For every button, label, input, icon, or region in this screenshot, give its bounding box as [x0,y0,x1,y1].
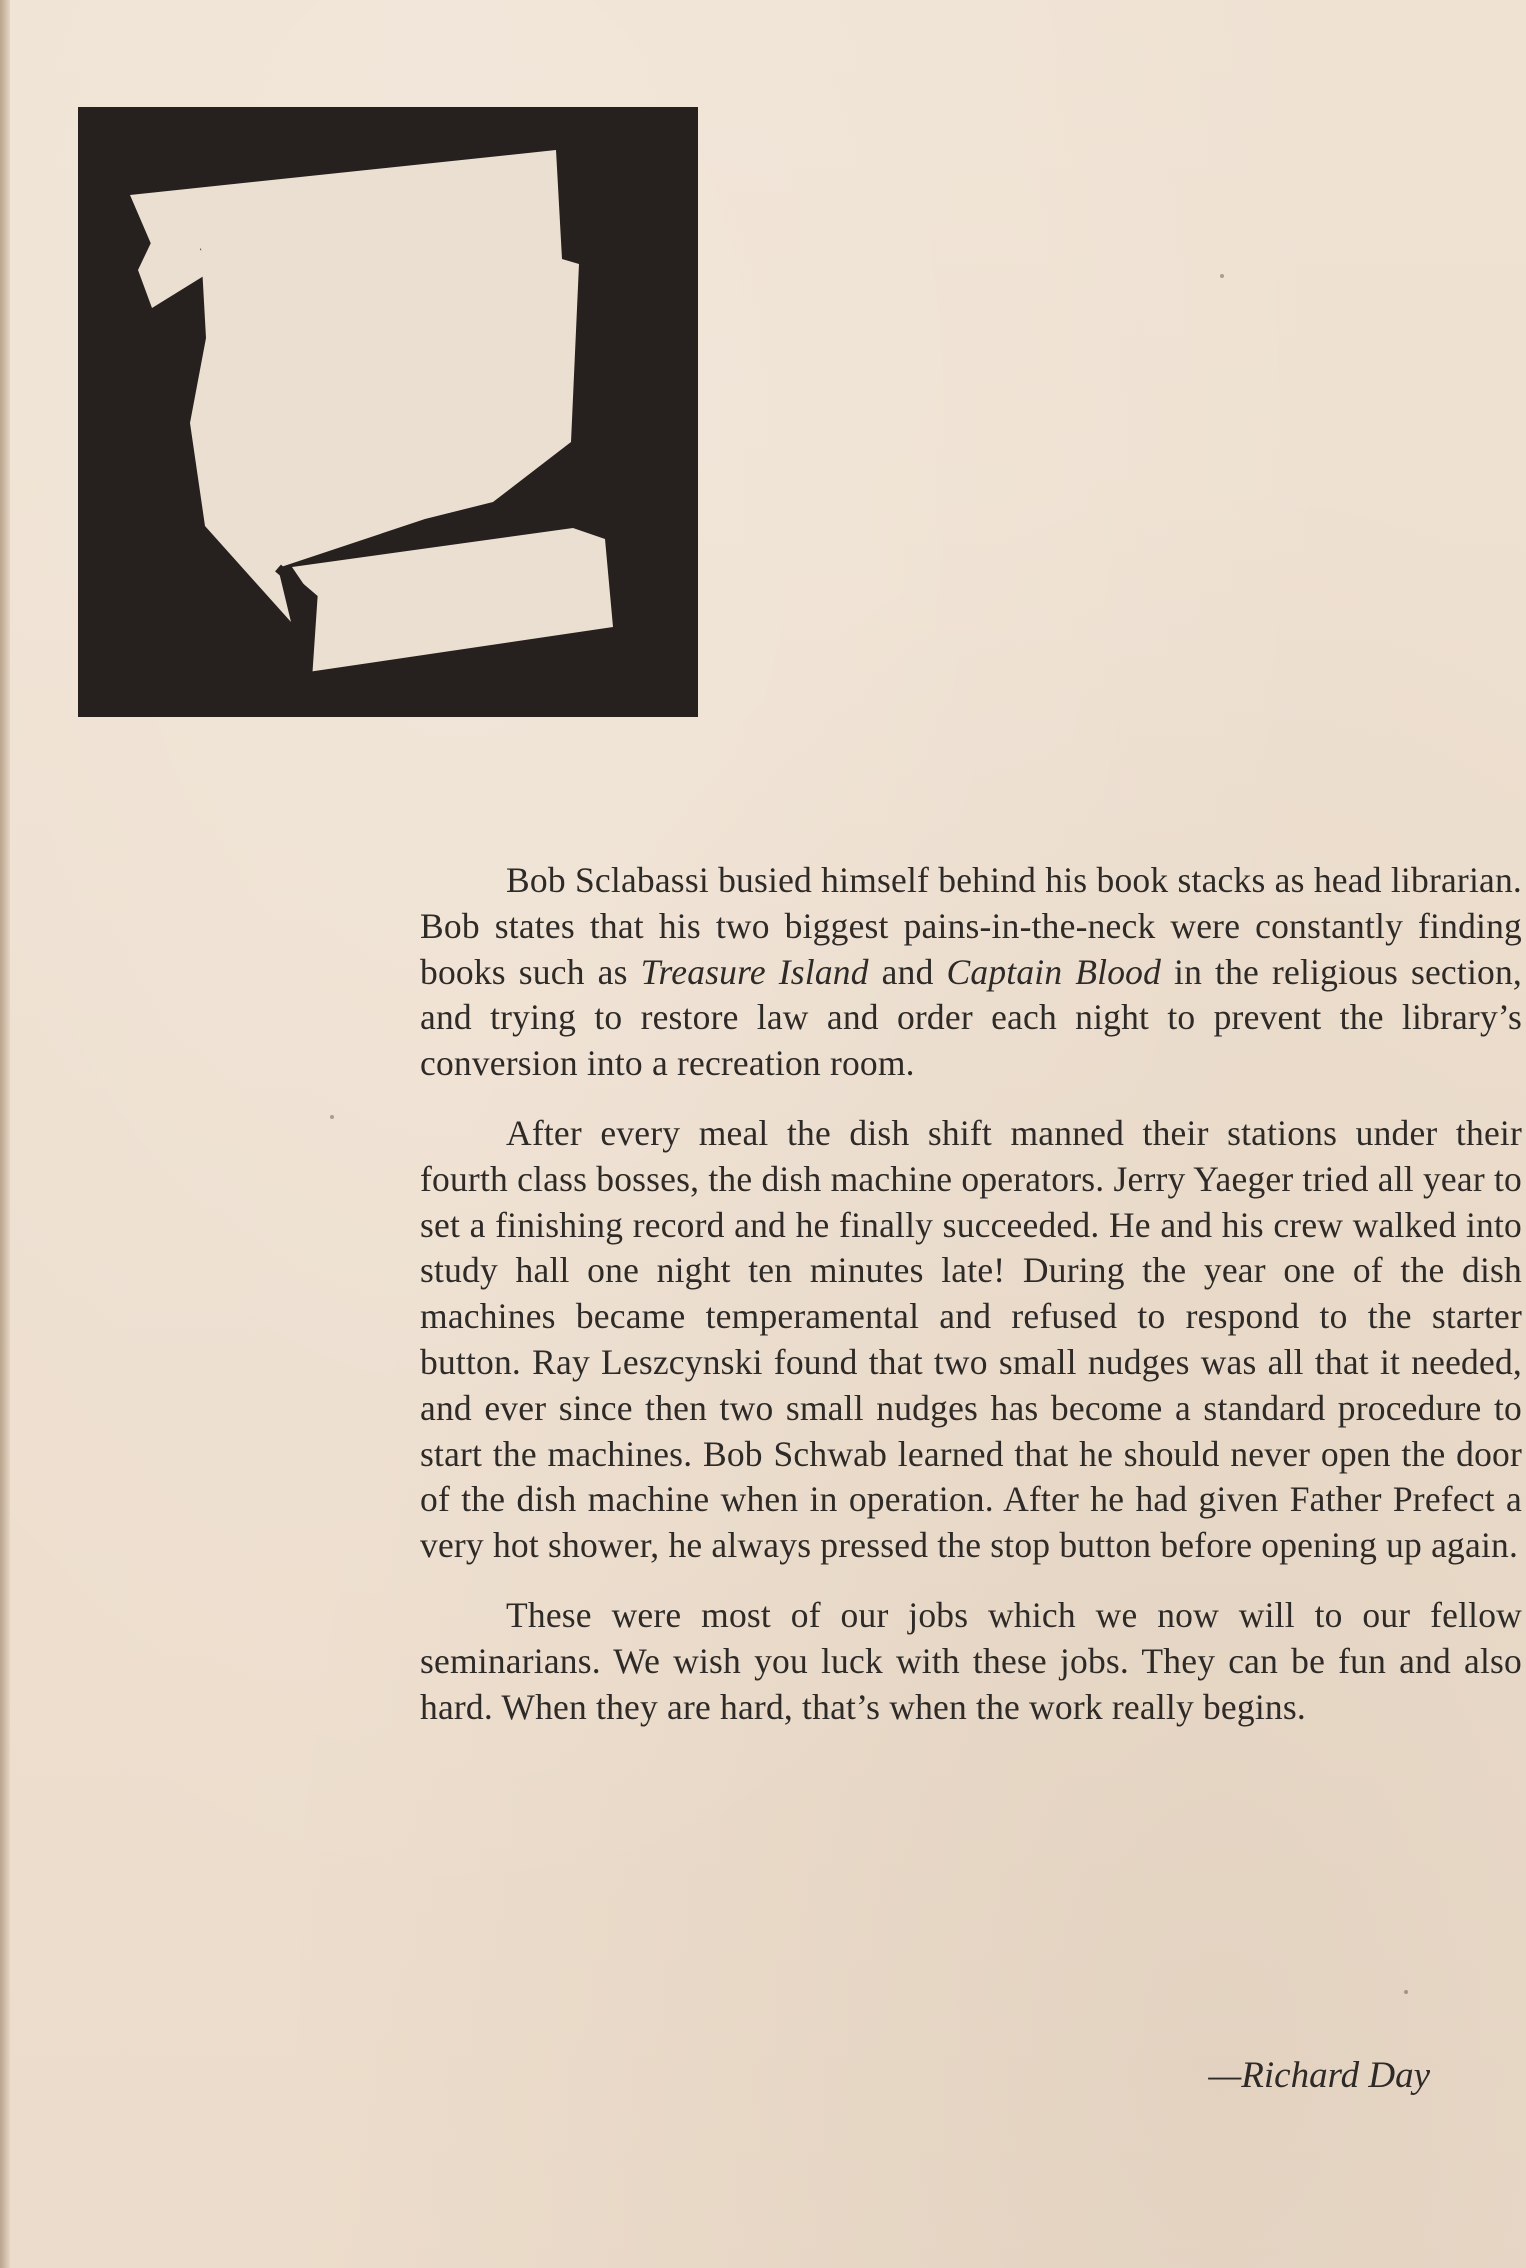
paragraph-text: These were most of our jobs which we now will to our fellow seminarians. We wish you luck with these jobs. They can be fun and also hard. When they are hard, that’s when the work really begins. [420,1594,1522,1727]
article-body [420,858,1522,1754]
article-paragraph [420,1111,1522,1569]
paragraph-text: After every meal the dish shift manned their stations under their fourth class bosses, the dish machine operators. Jerry Yaeger tried all year to set a finishing record and he finally succeeded. He and his crew walked into study hall one night ten minutes late! During the year one of the dish machines became temperamental and refused to respond to the starter button. Ray Leszcynski found that two small nudges was all that it needed, and ever since then two small nudges has become a standard procedure to start the machines. Bob Schwab learned that he should never open the door of the dish machine when in operation. After he had given Father Prefect a very hot shower, he always pressed the stop button before opening up again. [420,1112,1522,1566]
paragraph-text: and [868,951,947,992]
scroll-illustration [78,107,698,717]
paragraph-text: Bob Sclabassi busied himself behind his book stacks as head librarian. Bob states that his two biggest pains-in-the-neck were constantly finding books such as [420,860,1522,992]
article-paragraph [420,1593,1522,1730]
page-edge [0,0,10,2268]
article-paragraph [420,858,1522,1087]
author-signature: —Richard Day [1208,2055,1430,2096]
paper-speck [1404,1990,1408,1994]
book-title: Treasure Island [640,951,869,992]
paper-speck [1220,274,1224,278]
paragraph-text: in the religious section, and trying to restore law and order each night to prevent the library’s conversion into a recreation room. [420,951,1522,1084]
scroll-icon [78,107,698,717]
paper-speck [330,1115,334,1119]
book-title: Captain Blood [946,951,1162,992]
